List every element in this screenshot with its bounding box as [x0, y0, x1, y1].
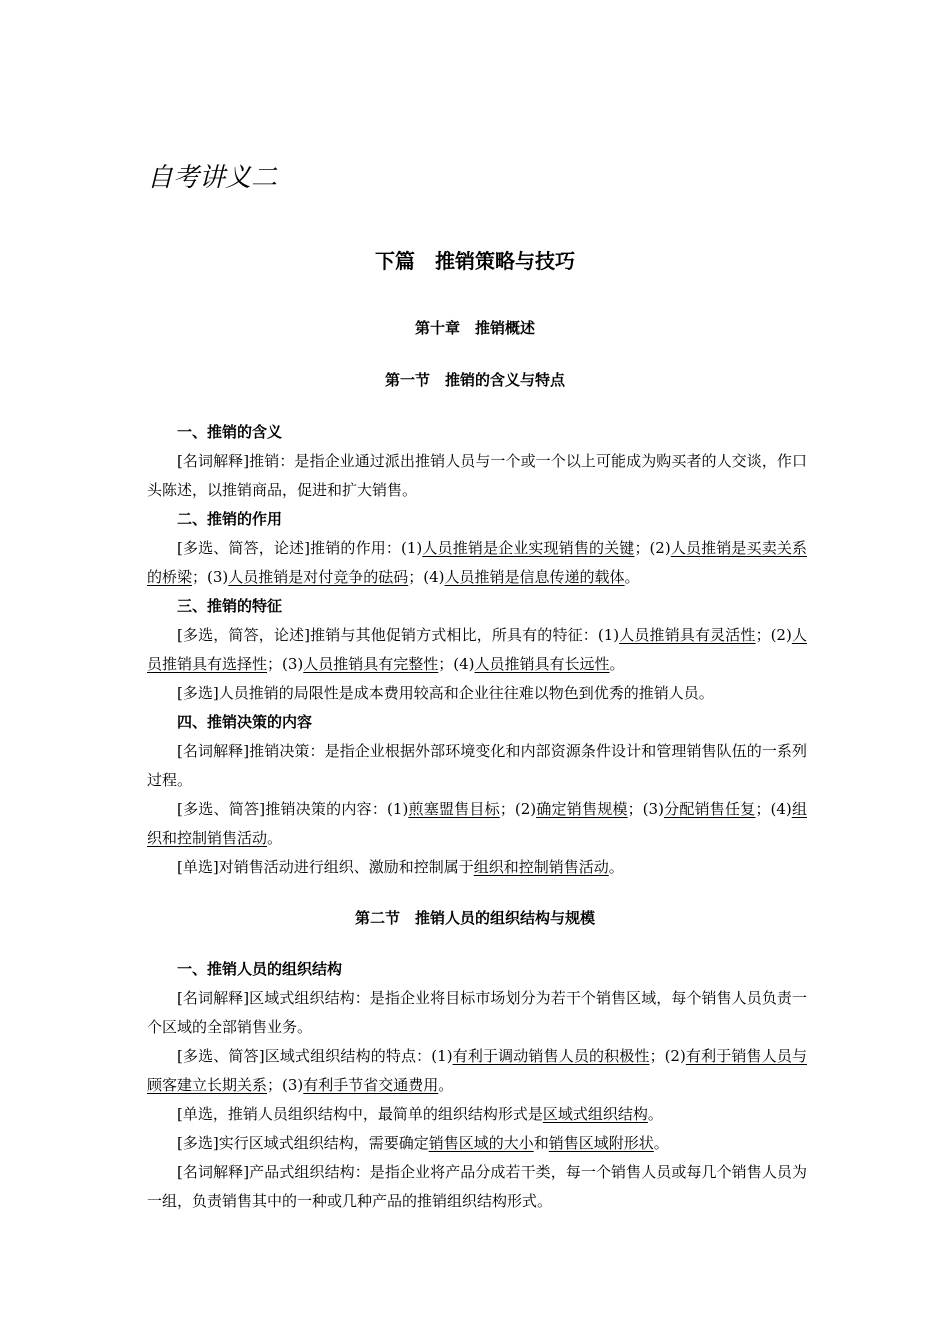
key-phrase: 人员推销是对付竞争的砝码 [228, 568, 409, 586]
key-phrase: 有利于销售人员与顾客建立长期关系 [147, 1047, 807, 1094]
text-run: ；(4) [755, 800, 792, 818]
text-run: ；(4) [438, 655, 475, 673]
text-run: [多选]人员推销的局限性是成本费用较高和企业往往难以物色到优秀的推销人员。 [177, 684, 714, 702]
key-phrase: 区域式组织结构 [542, 1105, 648, 1123]
key-phrase: 人员推销是信息传递的载体 [444, 568, 625, 586]
text-run: ；(2) [649, 1047, 686, 1065]
subheading [147, 505, 807, 534]
text-run: [多选、简答]区域式组织结构的特点：(1) [177, 1047, 453, 1065]
subheading [147, 708, 807, 737]
text-run: 三、推销的特征 [177, 597, 283, 615]
paragraph [147, 795, 807, 853]
subheading [147, 418, 807, 447]
paragraph [147, 1129, 807, 1158]
key-phrase: 煎塞盟售目标 [408, 800, 500, 818]
key-phrase: 分配销售任复 [663, 800, 756, 818]
text-run: ；(2) [499, 800, 537, 818]
text-run: 。 [608, 858, 624, 876]
key-phrase: 确定销售规模 [536, 800, 628, 818]
text-run: [单选]对销售活动进行组织、激励和控制属于 [177, 858, 474, 876]
text-run: 。 [438, 1076, 454, 1094]
paragraph [147, 447, 807, 505]
key-phrase: 销售区域附形状 [548, 1134, 654, 1152]
text-run: [多选]实行区域式组织结构，需要确定 [177, 1134, 429, 1152]
text-run: [多选、简答]推销决策的内容：(1) [177, 800, 409, 818]
text-run: [多选，简答，论述]推销与其他促销方式相比，所具有的特征：(1) [177, 626, 620, 644]
paragraph [147, 1100, 807, 1129]
text-run: [多选、简答，论述]推销的作用：(1) [177, 539, 423, 557]
text-run: 。 [653, 1134, 669, 1152]
text-run: 。 [647, 1105, 663, 1123]
chapter-title: 第十章 推销概述 [414, 319, 535, 337]
text-run: 。 [624, 568, 640, 586]
text-run: ；(3) [192, 568, 229, 586]
key-phrase: 销售区域的大小 [428, 1134, 534, 1152]
text-run: ；(2) [755, 626, 792, 644]
text-run: 四、推销决策的内容 [177, 713, 313, 731]
text-run: ；(3) [267, 655, 304, 673]
text-run: 和 [533, 1134, 549, 1152]
paragraph [147, 984, 807, 1042]
section-title: 第二节 推销人员的组织结构与规模 [354, 909, 595, 927]
text-run: [名词解释]区域式组织结构：是指企业将目标市场划分为若干个销售区域，每个销售人员负责一个区域的全部销售业务。 [147, 989, 807, 1036]
text-run: 。 [267, 829, 283, 847]
section-body [147, 418, 807, 882]
key-phrase: 有利于调动销售人员的积极性 [452, 1047, 650, 1065]
key-phrase: 组织和控制销售活动 [473, 858, 609, 876]
subheading [147, 592, 807, 621]
paragraph [147, 1042, 807, 1100]
paragraph [147, 621, 807, 679]
text-run: [名词解释]推销：是指企业通过派出推销人员与一个或一个以上可能成为购买者的人交谈，作口头陈述，以推销商品，促进和扩大销售。 [147, 452, 807, 499]
key-phrase: 组织和控制销售活动 [147, 800, 807, 847]
part-title: 下篇 推销策略与技巧 [375, 249, 575, 273]
section-title: 第一节 推销的含义与特点 [384, 371, 565, 389]
document-title: 自考讲义二 [147, 163, 278, 193]
key-phrase: 人员推销是买卖关系的桥梁 [147, 539, 807, 586]
key-phrase: 人员推销具有完整性 [303, 655, 439, 673]
text-run: 二、推销的作用 [177, 510, 283, 528]
text-run: 。 [609, 655, 625, 673]
text-run: ；(2) [634, 539, 671, 557]
text-run: 一、推销人员的组织结构 [177, 960, 343, 978]
key-phrase: 有利手节省交通费用 [303, 1076, 439, 1094]
text-run: ；(3) [627, 800, 664, 818]
paragraph [147, 534, 807, 592]
subheading [147, 955, 807, 984]
paragraph [147, 853, 807, 882]
text-run: ；(4) [408, 568, 445, 586]
text-run: [单选，推销人员组织结构中，最简单的组织结构形式是 [177, 1105, 543, 1123]
paragraph [147, 737, 807, 795]
text-run: [名词解释]产品式组织结构：是指企业将产品分成若干类，每一个销售人员或每几个销售人员为一组，负责销售其中的一种或几种产品的推销组织结构形式。 [147, 1163, 807, 1210]
key-phrase: 人员推销具有长远性 [474, 655, 610, 673]
text-run: ；(3) [267, 1076, 304, 1094]
key-phrase: 人员推销具有选择性 [147, 626, 807, 673]
text-run: [名词解释]推销决策：是指企业根据外部环境变化和内部资源条件设计和管理销售队伍的一系列过程。 [147, 742, 807, 789]
key-phrase: 人员推销是企业实现销售的关键 [422, 539, 635, 557]
section-body [147, 955, 807, 1216]
paragraph [147, 679, 807, 708]
text-run: 一、推销的含义 [177, 423, 283, 441]
key-phrase: 人员推销具有灵活性 [619, 626, 756, 644]
paragraph [147, 1158, 807, 1216]
